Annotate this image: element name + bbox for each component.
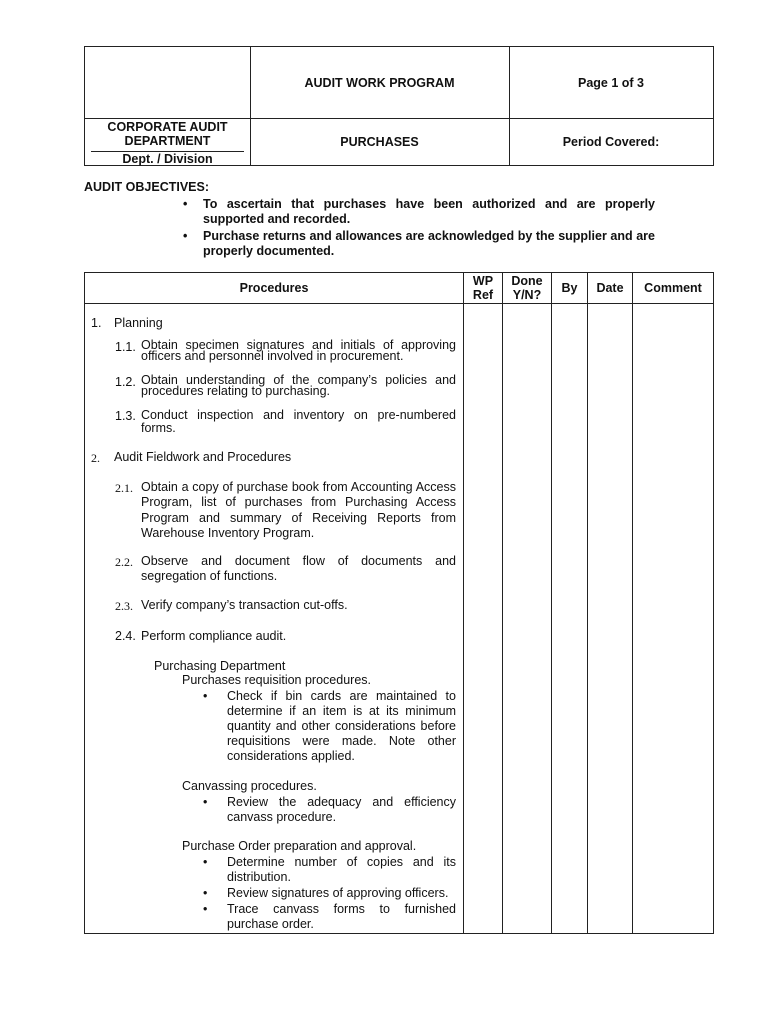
bullet-icon: • [203, 855, 208, 869]
department-name: CORPORATE AUDIT DEPARTMENT [107, 120, 228, 148]
bullet-icon: • [183, 229, 188, 243]
bullet-icon: • [203, 902, 208, 916]
period-covered-label: Period Covered: [562, 135, 660, 149]
column-header-date: Date [596, 281, 624, 295]
step-number: 2.1. [115, 481, 133, 495]
subsection-title: Purchasing Department [154, 659, 286, 673]
procedure-title: Canvassing procedures. [182, 779, 317, 793]
section-number: 2. [91, 451, 100, 465]
step-number: 1.3. [115, 409, 136, 423]
bullet-icon: • [183, 197, 188, 211]
column-divider [632, 273, 633, 933]
procedures-table [84, 272, 714, 934]
objective-text: Purchase returns and allowances are acknowledged by the supplier and are properly documented. [203, 229, 655, 258]
column-divider [587, 273, 588, 933]
section-number: 1. [91, 316, 102, 330]
procedure-bullet: Check if bin cards are maintained to determine if an item is at its minimum quantity and other considerations before requisitions were made. Note other considerations applied. [227, 689, 456, 763]
bullet-icon: • [203, 689, 208, 703]
procedure-bullet: Review signatures of approving officers. [227, 886, 449, 900]
step-number: 1.1. [115, 340, 136, 354]
page-number: Page 1 of 3 [578, 75, 644, 90]
header-table [84, 46, 714, 166]
bullet-icon: • [203, 886, 208, 900]
step-text: Conduct inspection and inventory on pre-numbered forms. [141, 408, 456, 435]
step-text: Observe and document flow of documents and segregation of functions. [141, 554, 456, 584]
subject-title: PURCHASES [340, 135, 419, 149]
procedure-title: Purchases requisition procedures. [182, 673, 371, 687]
header-row-divider [85, 303, 713, 304]
objectives-title: AUDIT OBJECTIVES: [84, 180, 210, 194]
column-divider [502, 273, 503, 933]
step-number: 2.2. [115, 555, 133, 569]
column-divider [463, 273, 464, 933]
step-text: Perform compliance audit. [141, 629, 287, 643]
section-title: Audit Fieldwork and Procedures [114, 450, 292, 464]
step-number: 2.3. [115, 599, 133, 613]
step-text: Obtain understanding of the company’s policies and procedures relating to purchasing. [141, 373, 456, 398]
procedure-bullet: Review the adequacy and efficiency canvass procedure. [227, 795, 456, 824]
column-header-done: Done Y/N? [511, 274, 543, 302]
section-title: Planning [114, 316, 163, 330]
procedure-bullet: Determine number of copies and its distribution. [227, 855, 456, 884]
bullet-icon: • [203, 795, 208, 809]
column-header-comment: Comment [644, 281, 702, 295]
procedure-bullet: Trace canvass forms to furnished purchase order. [227, 902, 456, 931]
column-header-procedures: Procedures [239, 281, 309, 295]
step-text: Verify company’s transaction cut-offs. [141, 598, 348, 612]
header-blank-cell [85, 47, 250, 118]
objective-text: To ascertain that purchases have been authorized and are properly supported and recorded. [203, 197, 655, 226]
column-header-by: By [561, 281, 578, 295]
step-number: 2.4. [115, 629, 136, 643]
dept-division-label: Dept. / Division [122, 152, 213, 166]
objective-item [183, 229, 655, 258]
step-text: Obtain a copy of purchase book from Accounting Access Program, list of purchases from Purchasing Access Program and summary of Receiving Reports from Warehouse Inventory Program. [141, 480, 456, 540]
column-header-wp-ref: WP Ref [472, 274, 494, 302]
step-text: Obtain specimen signatures and initials of approving officers and personnel involved in procurement. [141, 338, 456, 363]
step-number: 1.2. [115, 375, 136, 389]
procedure-title: Purchase Order preparation and approval. [182, 839, 417, 853]
column-divider [551, 273, 552, 933]
program-title: AUDIT WORK PROGRAM [304, 75, 455, 90]
objective-item [183, 197, 655, 226]
